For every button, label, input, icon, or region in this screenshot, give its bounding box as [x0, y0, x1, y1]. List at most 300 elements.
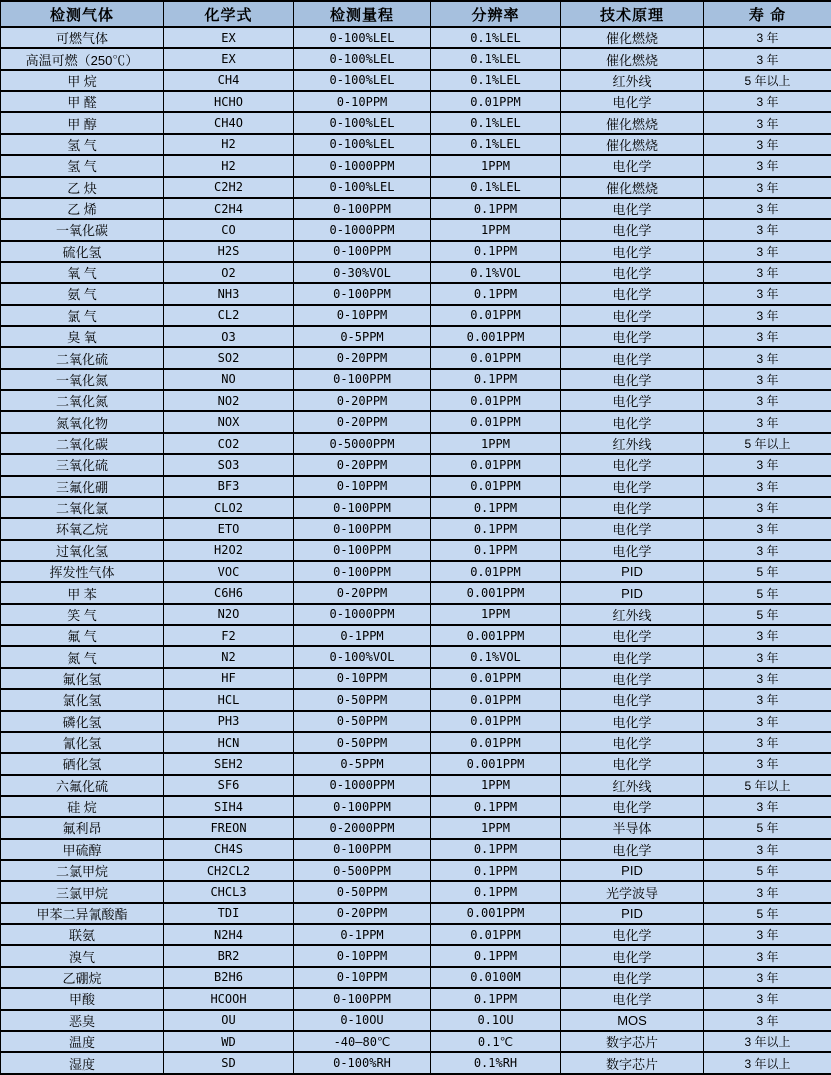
- cell-gas: 氧 气: [1, 262, 164, 283]
- cell-gas: 甲酸: [1, 988, 164, 1009]
- table-row: [1, 91, 831, 112]
- cell-formula: CO2: [164, 433, 294, 454]
- cell-lifespan: 3 年: [704, 497, 831, 518]
- cell-lifespan: 3 年: [704, 689, 831, 710]
- table-row: [1, 689, 831, 710]
- cell-lifespan: 5 年: [704, 903, 831, 924]
- cell-lifespan: 3 年: [704, 134, 831, 155]
- cell-gas: 磷化氢: [1, 711, 164, 732]
- table-row: [1, 219, 831, 240]
- cell-lifespan: 5 年以上: [704, 70, 831, 91]
- cell-lifespan: 3 年: [704, 967, 831, 988]
- cell-formula: CH4O: [164, 112, 294, 133]
- cell-formula: F2: [164, 625, 294, 646]
- table-row: [1, 881, 831, 902]
- cell-principle: 电化学: [561, 326, 704, 347]
- cell-range: 0-20PPM: [294, 390, 431, 411]
- table-row: [1, 924, 831, 945]
- cell-gas: 氢 气: [1, 134, 164, 155]
- cell-lifespan: 3 年: [704, 91, 831, 112]
- cell-lifespan: 5 年: [704, 582, 831, 603]
- cell-range: 0-5000PPM: [294, 433, 431, 454]
- table-row: [1, 134, 831, 155]
- cell-gas: 氟化氢: [1, 668, 164, 689]
- cell-lifespan: 3 年: [704, 262, 831, 283]
- cell-resolution: 0.01PPM: [431, 91, 561, 112]
- cell-resolution: 0.1%LEL: [431, 134, 561, 155]
- cell-lifespan: 3 年: [704, 411, 831, 432]
- cell-principle: 电化学: [561, 219, 704, 240]
- cell-gas: 乙 烯: [1, 198, 164, 219]
- cell-gas: 恶臭: [1, 1010, 164, 1031]
- cell-formula: B2H6: [164, 967, 294, 988]
- cell-resolution: 0.01PPM: [431, 689, 561, 710]
- cell-gas: 六氟化硫: [1, 775, 164, 796]
- cell-principle: 电化学: [561, 839, 704, 860]
- table-row: [1, 796, 831, 817]
- cell-range: 0-100PPM: [294, 518, 431, 539]
- cell-resolution: 0.001PPM: [431, 625, 561, 646]
- cell-resolution: 0.1℃: [431, 1031, 561, 1052]
- cell-principle: 电化学: [561, 369, 704, 390]
- cell-gas: 氟 气: [1, 625, 164, 646]
- cell-gas: 氰化氢: [1, 732, 164, 753]
- cell-formula: C2H2: [164, 177, 294, 198]
- table-row: [1, 839, 831, 860]
- cell-gas: 甲 苯: [1, 582, 164, 603]
- cell-gas: 二氧化氯: [1, 497, 164, 518]
- cell-formula: C2H4: [164, 198, 294, 219]
- table-row: [1, 625, 831, 646]
- cell-principle: 电化学: [561, 711, 704, 732]
- cell-gas: 二氯甲烷: [1, 860, 164, 881]
- cell-principle: 电化学: [561, 732, 704, 753]
- cell-formula: NOX: [164, 411, 294, 432]
- table-row: [1, 283, 831, 304]
- cell-range: 0-100PPM: [294, 796, 431, 817]
- cell-lifespan: 3 年: [704, 476, 831, 497]
- cell-formula: TDI: [164, 903, 294, 924]
- cell-resolution: 0.001PPM: [431, 753, 561, 774]
- cell-range: 0-100PPM: [294, 540, 431, 561]
- cell-formula: BF3: [164, 476, 294, 497]
- cell-gas: 硫化氢: [1, 241, 164, 262]
- cell-resolution: 0.1%LEL: [431, 112, 561, 133]
- cell-range: 0-100%LEL: [294, 177, 431, 198]
- cell-resolution: 0.1PPM: [431, 497, 561, 518]
- cell-formula: EX: [164, 48, 294, 69]
- cell-range: 0-100%RH: [294, 1052, 431, 1074]
- cell-lifespan: 3 年: [704, 48, 831, 69]
- cell-range: 0-50PPM: [294, 732, 431, 753]
- cell-principle: PID: [561, 903, 704, 924]
- table-row: [1, 561, 831, 582]
- cell-lifespan: 5 年: [704, 817, 831, 838]
- cell-formula: NH3: [164, 283, 294, 304]
- cell-formula: CH2CL2: [164, 860, 294, 881]
- cell-principle: 红外线: [561, 70, 704, 91]
- cell-formula: NO: [164, 369, 294, 390]
- cell-principle: MOS: [561, 1010, 704, 1031]
- cell-gas: 一氧化氮: [1, 369, 164, 390]
- cell-lifespan: 3 年: [704, 198, 831, 219]
- cell-formula: O3: [164, 326, 294, 347]
- table-row: [1, 198, 831, 219]
- table-row: [1, 945, 831, 966]
- cell-principle: 电化学: [561, 625, 704, 646]
- cell-principle: PID: [561, 860, 704, 881]
- cell-lifespan: 3 年: [704, 839, 831, 860]
- table-row: [1, 177, 831, 198]
- cell-range: 0-100%LEL: [294, 48, 431, 69]
- table-row: [1, 817, 831, 838]
- table-row: [1, 369, 831, 390]
- table-row: [1, 155, 831, 176]
- cell-formula: CHCL3: [164, 881, 294, 902]
- cell-formula: FREON: [164, 817, 294, 838]
- cell-formula: WD: [164, 1031, 294, 1052]
- cell-lifespan: 3 年: [704, 753, 831, 774]
- cell-range: 0-100PPM: [294, 839, 431, 860]
- cell-formula: SEH2: [164, 753, 294, 774]
- cell-gas: 三氯甲烷: [1, 881, 164, 902]
- cell-range: 0-10PPM: [294, 967, 431, 988]
- cell-range: 0-100PPM: [294, 561, 431, 582]
- cell-resolution: 0.1OU: [431, 1010, 561, 1031]
- cell-range: 0-10PPM: [294, 668, 431, 689]
- cell-range: 0-50PPM: [294, 689, 431, 710]
- cell-resolution: 0.01PPM: [431, 668, 561, 689]
- cell-formula: SD: [164, 1052, 294, 1074]
- cell-range: 0-100%VOL: [294, 646, 431, 667]
- cell-resolution: 0.1%LEL: [431, 27, 561, 48]
- table-row: [1, 967, 831, 988]
- cell-formula: CH4S: [164, 839, 294, 860]
- cell-resolution: 0.1%LEL: [431, 177, 561, 198]
- cell-formula: HCOOH: [164, 988, 294, 1009]
- table-row: [1, 775, 831, 796]
- cell-principle: 电化学: [561, 497, 704, 518]
- cell-gas: 高温可燃（250℃）: [1, 48, 164, 69]
- cell-formula: VOC: [164, 561, 294, 582]
- cell-range: 0-100%LEL: [294, 134, 431, 155]
- cell-principle: 数字芯片: [561, 1052, 704, 1074]
- cell-gas: 氯 气: [1, 305, 164, 326]
- cell-lifespan: 3 年以上: [704, 1052, 831, 1074]
- cell-range: 0-1000PPM: [294, 219, 431, 240]
- cell-gas: 氮氧化物: [1, 411, 164, 432]
- cell-resolution: 0.1PPM: [431, 881, 561, 902]
- cell-formula: SF6: [164, 775, 294, 796]
- cell-range: 0-10OU: [294, 1010, 431, 1031]
- table-header: [1, 1, 831, 27]
- cell-principle: 光学波导: [561, 881, 704, 902]
- cell-formula: C6H6: [164, 582, 294, 603]
- table-row: [1, 27, 831, 48]
- cell-resolution: 1PPM: [431, 155, 561, 176]
- cell-principle: 电化学: [561, 945, 704, 966]
- cell-lifespan: 3 年: [704, 988, 831, 1009]
- cell-range: 0-20PPM: [294, 903, 431, 924]
- cell-range: 0-1000PPM: [294, 155, 431, 176]
- cell-gas: 二氧化氮: [1, 390, 164, 411]
- cell-gas: 过氧化氢: [1, 540, 164, 561]
- cell-lifespan: 3 年: [704, 711, 831, 732]
- cell-gas: 氢 气: [1, 155, 164, 176]
- table-row: [1, 1031, 831, 1052]
- cell-lifespan: 5 年以上: [704, 433, 831, 454]
- cell-resolution: 0.1%RH: [431, 1052, 561, 1074]
- cell-formula: HCN: [164, 732, 294, 753]
- cell-principle: 电化学: [561, 454, 704, 475]
- cell-formula: PH3: [164, 711, 294, 732]
- cell-gas: 三氟化硼: [1, 476, 164, 497]
- table-row: [1, 753, 831, 774]
- cell-principle: 催化燃烧: [561, 112, 704, 133]
- cell-principle: 电化学: [561, 988, 704, 1009]
- cell-gas: 甲 醛: [1, 91, 164, 112]
- table-row: [1, 476, 831, 497]
- cell-range: 0-100PPM: [294, 369, 431, 390]
- cell-gas: 乙 炔: [1, 177, 164, 198]
- table-row: [1, 70, 831, 91]
- cell-resolution: 0.001PPM: [431, 326, 561, 347]
- table-body: [1, 27, 831, 1074]
- table-row: [1, 646, 831, 667]
- cell-range: 0-100PPM: [294, 283, 431, 304]
- cell-range: 0-20PPM: [294, 454, 431, 475]
- table-row: [1, 988, 831, 1009]
- cell-gas: 臭 氧: [1, 326, 164, 347]
- cell-range: 0-100PPM: [294, 497, 431, 518]
- cell-lifespan: 3 年: [704, 177, 831, 198]
- cell-range: -40—80℃: [294, 1031, 431, 1052]
- cell-formula: HCHO: [164, 91, 294, 112]
- cell-resolution: 0.1PPM: [431, 860, 561, 881]
- cell-principle: 催化燃烧: [561, 134, 704, 155]
- cell-range: 0-100PPM: [294, 198, 431, 219]
- cell-gas: 环氧乙烷: [1, 518, 164, 539]
- cell-lifespan: 3 年: [704, 924, 831, 945]
- table-row: [1, 732, 831, 753]
- cell-formula: NO2: [164, 390, 294, 411]
- cell-gas: 硅 烷: [1, 796, 164, 817]
- table-row: [1, 48, 831, 69]
- cell-gas: 联氨: [1, 924, 164, 945]
- cell-principle: 红外线: [561, 604, 704, 625]
- cell-resolution: 0.01PPM: [431, 476, 561, 497]
- cell-resolution: 0.1PPM: [431, 241, 561, 262]
- cell-resolution: 0.1PPM: [431, 839, 561, 860]
- cell-principle: 电化学: [561, 796, 704, 817]
- cell-range: 0-500PPM: [294, 860, 431, 881]
- cell-gas: 挥发性气体: [1, 561, 164, 582]
- cell-formula: H2O2: [164, 540, 294, 561]
- cell-range: 0-50PPM: [294, 711, 431, 732]
- cell-resolution: 0.001PPM: [431, 582, 561, 603]
- cell-resolution: 0.1PPM: [431, 796, 561, 817]
- cell-formula: N2: [164, 646, 294, 667]
- cell-range: 0-10PPM: [294, 305, 431, 326]
- cell-resolution: 0.1PPM: [431, 945, 561, 966]
- cell-range: 0-5PPM: [294, 753, 431, 774]
- cell-range: 0-100PPM: [294, 988, 431, 1009]
- cell-principle: 电化学: [561, 646, 704, 667]
- cell-principle: 半导体: [561, 817, 704, 838]
- cell-gas: 甲苯二异氰酸酯: [1, 903, 164, 924]
- cell-range: 0-10PPM: [294, 91, 431, 112]
- cell-gas: 氯化氢: [1, 689, 164, 710]
- cell-gas: 溴气: [1, 945, 164, 966]
- cell-resolution: 1PPM: [431, 817, 561, 838]
- cell-lifespan: 3 年: [704, 668, 831, 689]
- cell-resolution: 1PPM: [431, 604, 561, 625]
- cell-formula: SO2: [164, 347, 294, 368]
- cell-lifespan: 5 年以上: [704, 775, 831, 796]
- cell-range: 0-1000PPM: [294, 775, 431, 796]
- cell-gas: 甲 醇: [1, 112, 164, 133]
- cell-lifespan: 5 年: [704, 561, 831, 582]
- cell-range: 0-1000PPM: [294, 604, 431, 625]
- cell-gas: 可燃气体: [1, 27, 164, 48]
- cell-principle: 电化学: [561, 668, 704, 689]
- cell-principle: PID: [561, 561, 704, 582]
- cell-range: 0-100%LEL: [294, 112, 431, 133]
- cell-resolution: 0.01PPM: [431, 732, 561, 753]
- cell-principle: 电化学: [561, 540, 704, 561]
- cell-resolution: 0.1PPM: [431, 369, 561, 390]
- cell-lifespan: 3 年: [704, 1010, 831, 1031]
- cell-formula: HF: [164, 668, 294, 689]
- cell-lifespan: 3 年: [704, 283, 831, 304]
- table-row: [1, 711, 831, 732]
- cell-formula: SO3: [164, 454, 294, 475]
- cell-gas: 硒化氢: [1, 753, 164, 774]
- cell-principle: 电化学: [561, 411, 704, 432]
- cell-lifespan: 3 年: [704, 369, 831, 390]
- cell-resolution: 1PPM: [431, 433, 561, 454]
- header-row: [1, 1, 831, 27]
- cell-lifespan: 3 年: [704, 945, 831, 966]
- cell-range: 0-10PPM: [294, 476, 431, 497]
- cell-resolution: 0.001PPM: [431, 903, 561, 924]
- cell-principle: 电化学: [561, 305, 704, 326]
- cell-resolution: 0.01PPM: [431, 347, 561, 368]
- cell-principle: 电化学: [561, 283, 704, 304]
- cell-formula: EX: [164, 27, 294, 48]
- cell-formula: CO: [164, 219, 294, 240]
- cell-gas: 氨 气: [1, 283, 164, 304]
- cell-gas: 三氧化硫: [1, 454, 164, 475]
- cell-principle: 红外线: [561, 775, 704, 796]
- cell-resolution: 0.1PPM: [431, 540, 561, 561]
- cell-principle: 电化学: [561, 241, 704, 262]
- cell-principle: 电化学: [561, 155, 704, 176]
- cell-resolution: 0.1%VOL: [431, 646, 561, 667]
- cell-resolution: 0.1%LEL: [431, 48, 561, 69]
- cell-range: 0-100%LEL: [294, 27, 431, 48]
- cell-resolution: 0.01PPM: [431, 454, 561, 475]
- cell-principle: 电化学: [561, 198, 704, 219]
- table-row: [1, 540, 831, 561]
- table-row: [1, 582, 831, 603]
- cell-range: 0-20PPM: [294, 347, 431, 368]
- cell-resolution: 0.0100M: [431, 967, 561, 988]
- cell-principle: 电化学: [561, 924, 704, 945]
- table-row: [1, 497, 831, 518]
- cell-principle: 数字芯片: [561, 1031, 704, 1052]
- cell-principle: 电化学: [561, 753, 704, 774]
- cell-range: 0-50PPM: [294, 881, 431, 902]
- table-row: [1, 860, 831, 881]
- cell-lifespan: 3 年: [704, 241, 831, 262]
- cell-principle: 电化学: [561, 967, 704, 988]
- cell-resolution: 0.01PPM: [431, 305, 561, 326]
- column-header-range: 检测量程: [294, 1, 431, 27]
- column-header-formula: 化学式: [164, 1, 294, 27]
- cell-gas: 甲硫醇: [1, 839, 164, 860]
- cell-gas: 温度: [1, 1031, 164, 1052]
- column-header-principle: 技术原理: [561, 1, 704, 27]
- cell-resolution: 0.01PPM: [431, 411, 561, 432]
- cell-range: 0-100%LEL: [294, 70, 431, 91]
- cell-lifespan: 3 年: [704, 646, 831, 667]
- cell-formula: CL2: [164, 305, 294, 326]
- cell-gas: 一氧化碳: [1, 219, 164, 240]
- cell-formula: H2: [164, 134, 294, 155]
- cell-lifespan: 5 年: [704, 604, 831, 625]
- cell-range: 0-10PPM: [294, 945, 431, 966]
- cell-lifespan: 3 年: [704, 155, 831, 176]
- cell-lifespan: 3 年: [704, 347, 831, 368]
- cell-formula: N2O: [164, 604, 294, 625]
- table-row: [1, 433, 831, 454]
- table-row: [1, 112, 831, 133]
- cell-gas: 二氧化硫: [1, 347, 164, 368]
- cell-lifespan: 3 年: [704, 540, 831, 561]
- column-header-resolution: 分辨率: [431, 1, 561, 27]
- cell-formula: BR2: [164, 945, 294, 966]
- cell-principle: 催化燃烧: [561, 27, 704, 48]
- cell-principle: 红外线: [561, 433, 704, 454]
- cell-resolution: 1PPM: [431, 775, 561, 796]
- cell-range: 0-20PPM: [294, 411, 431, 432]
- table-row: [1, 305, 831, 326]
- cell-principle: 电化学: [561, 347, 704, 368]
- cell-resolution: 0.1PPM: [431, 518, 561, 539]
- cell-formula: CH4: [164, 70, 294, 91]
- cell-resolution: 1PPM: [431, 219, 561, 240]
- cell-gas: 氟利昂: [1, 817, 164, 838]
- cell-principle: 电化学: [561, 689, 704, 710]
- table-row: [1, 390, 831, 411]
- cell-principle: 电化学: [561, 262, 704, 283]
- table-row: [1, 518, 831, 539]
- cell-formula: OU: [164, 1010, 294, 1031]
- column-header-lifespan: 寿 命: [704, 1, 831, 27]
- cell-lifespan: 3 年: [704, 112, 831, 133]
- cell-resolution: 0.01PPM: [431, 561, 561, 582]
- cell-principle: 电化学: [561, 476, 704, 497]
- table-row: [1, 326, 831, 347]
- cell-gas: 二氧化碳: [1, 433, 164, 454]
- cell-resolution: 0.1%VOL: [431, 262, 561, 283]
- cell-principle: 电化学: [561, 390, 704, 411]
- cell-principle: 催化燃烧: [561, 177, 704, 198]
- table-row: [1, 347, 831, 368]
- cell-gas: 甲 烷: [1, 70, 164, 91]
- table-row: [1, 1052, 831, 1074]
